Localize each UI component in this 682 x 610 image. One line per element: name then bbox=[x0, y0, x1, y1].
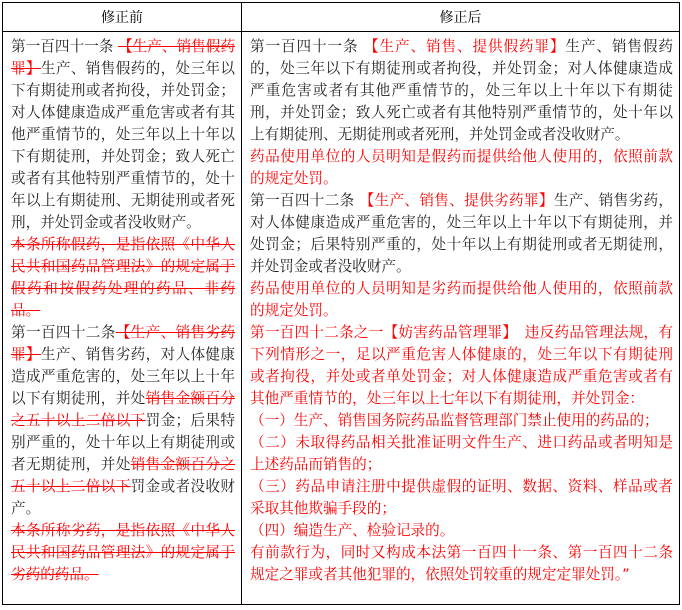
text-segment: 第一百四十二条 bbox=[250, 192, 360, 209]
before-paragraph bbox=[11, 520, 235, 586]
after-paragraph bbox=[250, 520, 673, 542]
added-text: （三）药品申请注册中提供虚假的证明、数据、资料、样品或者采取其他欺骗手段的； bbox=[250, 478, 673, 517]
before-column bbox=[3, 32, 242, 605]
deleted-text: 本条所称劣药，是指依照《中华人民共和国药品管理法》的规定属于劣药的药品。 bbox=[11, 522, 235, 583]
deleted-text: 【生产、销售劣药罪】 bbox=[11, 324, 235, 363]
added-text: （四）编造生产、检验记录的。 bbox=[250, 522, 455, 539]
after-paragraph bbox=[250, 476, 673, 520]
added-text: 有前款行为，同时又构成本法第一百四十一条、第一百四十二条规定之罪或者其他犯罪的，依照处罚较重的规定定罪处罚。” bbox=[250, 544, 673, 583]
added-text: 药品使用单位的人员明知是劣药而提供给他人使用的，依照前款的规定处罚。 bbox=[250, 280, 673, 319]
header-row bbox=[3, 3, 680, 32]
after-paragraph bbox=[250, 278, 673, 322]
after-paragraph bbox=[250, 146, 673, 190]
added-text: （一）生产、销售国务院药品监督管理部门禁止使用的药品的； bbox=[250, 412, 659, 429]
added-text: 药品使用单位的人员明知是假药而提供给他人使用的，依照前款的规定处罚。 bbox=[250, 148, 673, 187]
text-segment: 生产、销售假药的，处三年以下有期徒刑或者拘役，并处罚金；对人体健康造成严重危害或者有其他严重情节的，处三年以上十年以下有期徒刑，并处罚金；致人死亡或者有其他特别严重情节的，处十年以上有期徒刑、无期徒刑或者死刑，并处罚金或者没收财产。 bbox=[11, 60, 235, 231]
deleted-text: 销售金额百分之五十以上二倍以下 bbox=[11, 456, 235, 495]
added-text: （二）未取得药品相关批准证明文件生产、进口药品或者明知是上述药品而销售的； bbox=[250, 434, 673, 473]
text-segment: 第一百四十一条 bbox=[250, 38, 364, 55]
after-column bbox=[242, 32, 680, 605]
added-text: 【生产、销售、提供假药罪】 bbox=[364, 38, 566, 55]
text-segment: 罚金或者没收财产。 bbox=[11, 478, 235, 517]
text-segment: 罚金；后果特别严重的，处十年以上有期徒刑或者无期徒刑，并处 bbox=[11, 412, 235, 473]
after-paragraph bbox=[250, 410, 673, 432]
after-paragraph bbox=[250, 542, 673, 586]
content-row bbox=[3, 32, 680, 605]
before-paragraph bbox=[11, 36, 235, 234]
text-segment: 生产、销售假药的，处三年以下有期徒刑或者拘役，并处罚金；对人体健康造成严重危害或者有其他严重情节的，处三年以上十年以下有期徒刑，并处罚金；致人死亡或者有其他特别严重情节的，处十年以上有期徒刑、无期徒刑或者死刑，并处罚金或者没收财产。 bbox=[250, 38, 673, 143]
text-segment: 第一百四十一条 bbox=[11, 38, 119, 55]
amendment-comparison-table bbox=[2, 2, 680, 605]
before-paragraph bbox=[11, 234, 235, 322]
after-paragraph bbox=[250, 36, 673, 146]
after-paragraph bbox=[250, 322, 673, 410]
header-after: 修正后 bbox=[242, 3, 680, 32]
deleted-text: 销售金额百分之五十以上二倍以下 bbox=[11, 390, 235, 429]
before-paragraph bbox=[11, 322, 235, 520]
deleted-text: 【生产、销售假药罪】 bbox=[11, 38, 235, 77]
text-segment: 生产、销售劣药，对人体健康造成严重危害的，处三年以上十年以下有期徒刑，并处罚金；后果特别严重的，处十年以上有期徒刑或者无期徒刑，并处罚金或者没收财产。 bbox=[250, 192, 673, 275]
added-text: 【生产、销售、提供劣药罪】 bbox=[359, 192, 554, 209]
added-text: 第一百四十二条之一【妨害药品管理罪】 违反药品管理法规，有下列情形之一，足以严重危害人体健康的，处三年以下有期徒刑或者拘役，并处或者单处罚金；对人体健康造成严重危害或者有其他严重情节的，处三年以上七年以下有期徒刑，并处罚金： bbox=[250, 324, 673, 407]
text-segment: 第一百四十二条 bbox=[11, 324, 116, 341]
after-paragraph bbox=[250, 190, 673, 278]
header-before: 修正前 bbox=[3, 3, 242, 32]
after-paragraph bbox=[250, 432, 673, 476]
deleted-text: 本条所称假药，是指依照《中华人民共和国药品管理法》的规定属于假药和按假药处理的药品、非药品。 bbox=[11, 236, 235, 319]
text-segment: 生产、销售劣药，对人体健康造成严重危害的，处三年以上十年以下有期徒刑，并处 bbox=[11, 346, 235, 407]
